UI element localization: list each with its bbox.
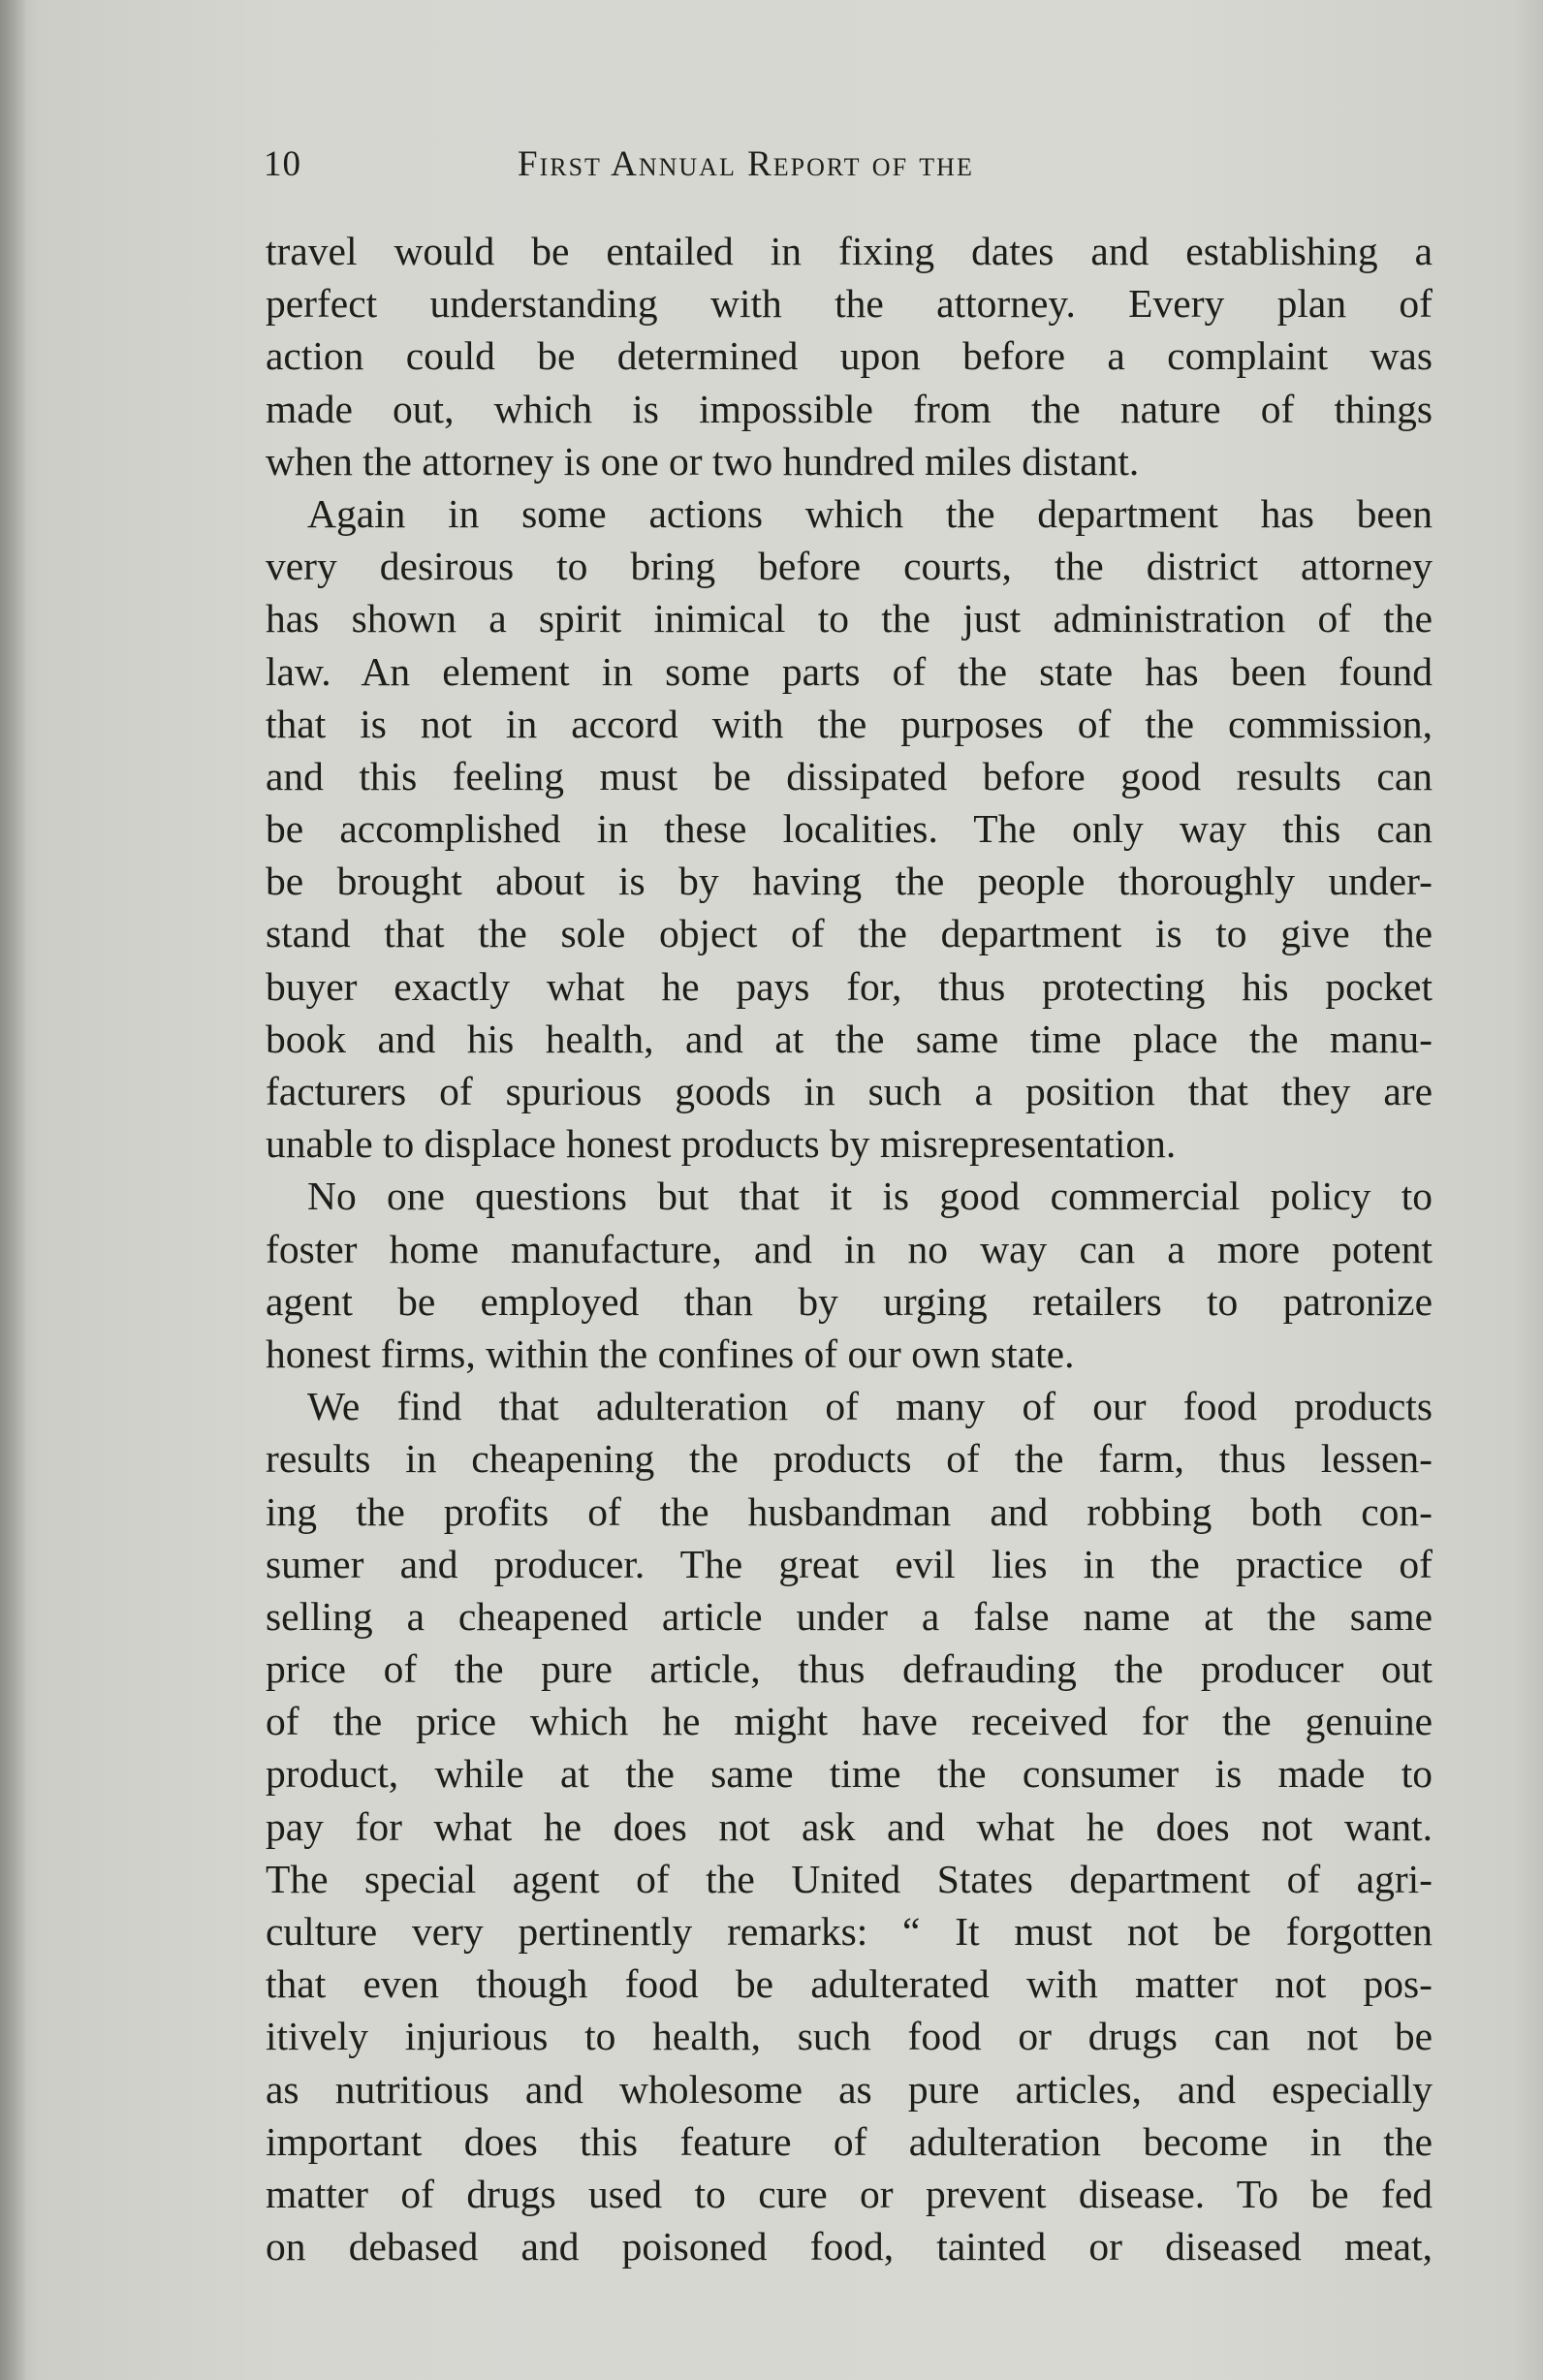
- page-number: 10: [264, 144, 301, 184]
- text-line: that even though food be adulterated with matter not pos-: [266, 1961, 1433, 2007]
- running-head: First Annual Report of the: [518, 144, 974, 184]
- text-line: price of the pure article, thus defrauding the producer out: [266, 1646, 1433, 1692]
- text-line: travel would be entailed in fixing dates and establishing a: [266, 229, 1433, 273]
- page-header: [264, 143, 1446, 202]
- text-line: action could be determined upon before a complaint was: [266, 333, 1433, 379]
- text-line: product, while at the same time the consumer is made to: [266, 1751, 1433, 1797]
- text-line: made out, which is impossible from the nature of things: [266, 386, 1433, 431]
- text-line: be accomplished in these localities. The only way this can: [266, 806, 1433, 852]
- text-line: book and his health, and at the same time place the manu-: [266, 1016, 1433, 1061]
- text-line: No one questions but that it is good commercial policy to: [307, 1174, 1433, 1219]
- text-line: be brought about is by having the people thoroughly under-: [266, 859, 1433, 904]
- text-line: law. An element in some parts of the state has been found: [266, 648, 1433, 694]
- text-line: matter of drugs used to cure or prevent disease. To be fed: [266, 2171, 1433, 2216]
- text-line: of the price which he might have received for the genuine: [266, 1699, 1433, 1744]
- text-line: as nutritious and wholesome as pure articles, and especially: [266, 2066, 1433, 2112]
- text-line: Again in some actions which the department has been: [307, 490, 1433, 536]
- text-line: important does this feature of adulteration become in the: [266, 2118, 1433, 2164]
- text-line: foster home manufacture, and in no way can a more potent: [266, 1226, 1433, 1271]
- text-line: sumer and producer. The great evil lies in the practice of: [266, 1541, 1433, 1586]
- text-line: ing the profits of the husbandman and robbing both con-: [266, 1488, 1433, 1534]
- text-line: results in cheapening the products of the farm, thus lessen-: [266, 1436, 1433, 1482]
- text-line: facturers of spurious goods in such a position that they are: [266, 1069, 1433, 1113]
- text-line: very desirous to bring before courts, the district attorney: [266, 544, 1433, 589]
- text-line: The special agent of the United States department of agri-: [266, 1856, 1433, 1901]
- text-line: unable to displace honest products by misrepresentation.: [266, 1121, 1177, 1167]
- text-line: honest firms, within the confines of our own state.: [266, 1331, 1075, 1376]
- text-line: We find that adulteration of many of our food products: [307, 1384, 1433, 1429]
- text-line: perfect understanding with the attorney. Every plan of: [266, 281, 1433, 327]
- text-line: itively injurious to health, such food or drugs can not be: [266, 2014, 1433, 2059]
- text-line: culture very pertinently remarks: “ It must not be forgotten: [266, 1909, 1433, 1954]
- text-line: agent be employed than by urging retailers to patronize: [266, 1278, 1433, 1324]
- body-text: [266, 225, 1433, 2272]
- text-line: has shown a spirit inimical to the just administration of the: [266, 596, 1433, 642]
- text-line: pay for what he does not ask and what he does not want.: [266, 1803, 1433, 1849]
- text-line: when the attorney is one or two hundred miles distant.: [266, 438, 1140, 484]
- page-gutter-shadow: [0, 0, 27, 2380]
- text-line: on debased and poisoned food, tainted or diseased meat,: [266, 2224, 1433, 2270]
- text-line: selling a cheapened article under a false name at the same: [266, 1593, 1433, 1639]
- text-line: and this feeling must be dissipated before good results can: [266, 753, 1433, 799]
- text-line: stand that the sole object of the department is to give the: [266, 911, 1433, 956]
- text-line: buyer exactly what he pays for, thus protecting his pocket: [266, 963, 1433, 1009]
- text-line: that is not in accord with the purposes of the commission,: [266, 701, 1433, 746]
